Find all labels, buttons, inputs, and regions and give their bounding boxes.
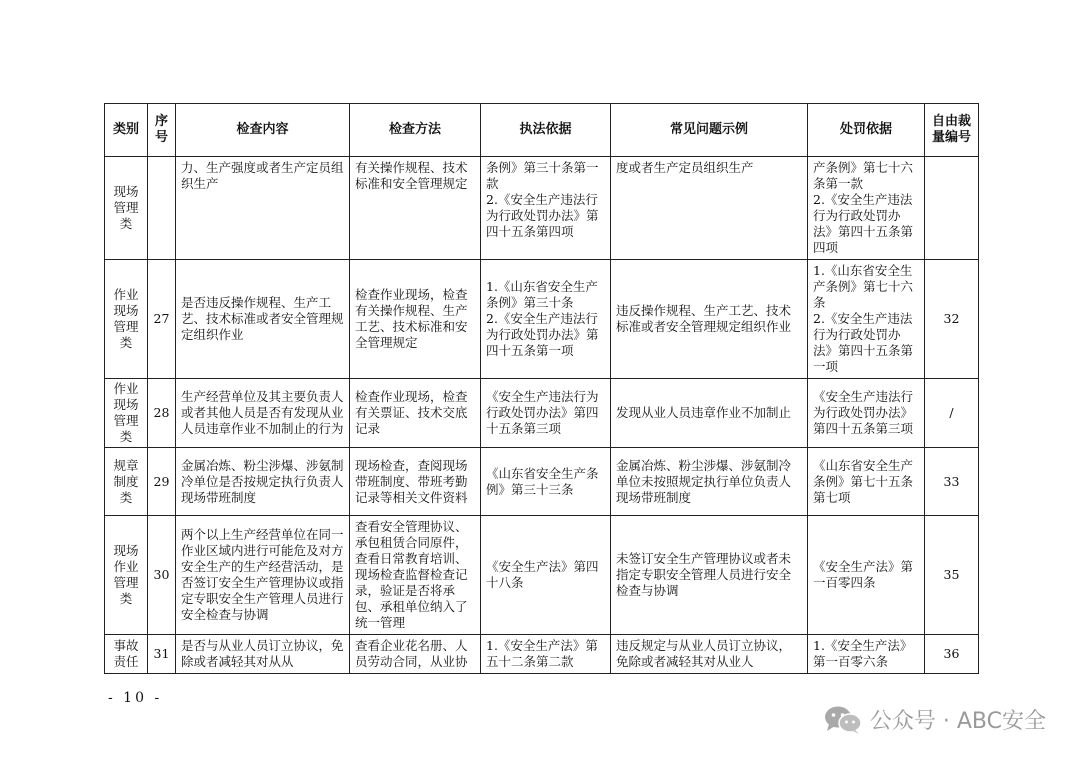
inspection-table: [104, 103, 979, 674]
cell-method: 查看安全管理协议、承包租赁合同原件，查看日常教育培训、现场检查监督检查记录，验证是否将承包、承租单位纳入了统一管理: [350, 516, 481, 635]
cell-category: 规章制度类: [105, 448, 148, 516]
cell-problem: 度或者生产定员组织生产: [611, 157, 808, 260]
cell-content: 是否违反操作规程、生产工艺、技术标准或者安全管理规定组织作业: [176, 260, 350, 379]
cell-method: 有关操作规程、技术标准和安全管理规定: [350, 157, 481, 260]
table-row: [105, 635, 979, 674]
header-method: 检查方法: [350, 104, 481, 157]
cell-penalty: 《安全生产法》第一百零四条: [808, 516, 925, 635]
cell-penalty: 《山东省安全生产条例》第七十五条第七项: [808, 448, 925, 516]
cell-seq: 31: [148, 635, 176, 674]
header-content: 检查内容: [176, 104, 350, 157]
table-row: [105, 448, 979, 516]
table-row: [105, 516, 979, 635]
cell-code: 33: [925, 448, 979, 516]
cell-basis: 《山东省安全生产条例》第三十三条: [481, 448, 611, 516]
cell-basis: 《安全生产法》第四十八条: [481, 516, 611, 635]
cell-problem: 金属冶炼、粉尘涉爆、涉氨制冷单位未按照规定执行单位负责人现场带班制度: [611, 448, 808, 516]
cell-penalty: 1.《山东省安全生产条例》第七十六条 2.《安全生产违法行为行政处罚办法》第四十五条第一项: [808, 260, 925, 379]
cell-basis: 1.《安全生产法》第五十二条第二款: [481, 635, 611, 674]
cell-penalty: 产条例》第七十六条第一款 2.《安全生产违法行为行政处罚办法》第四十五条第四项: [808, 157, 925, 260]
cell-content: 力、生产强度或者生产定员组织生产: [176, 157, 350, 260]
cell-code: [925, 157, 979, 260]
cell-code: 36: [925, 635, 979, 674]
cell-seq: 28: [148, 379, 176, 448]
table-header-row: [105, 104, 979, 157]
header-seq: 序号: [148, 104, 176, 157]
cell-code: /: [925, 379, 979, 448]
header-code: 自由裁量编号: [925, 104, 979, 157]
table-row: [105, 379, 979, 448]
cell-basis: 条例》第三十条第一款 2.《安全生产违法行为行政处罚办法》第四十五条第四项: [481, 157, 611, 260]
cell-code: 32: [925, 260, 979, 379]
cell-seq: 27: [148, 260, 176, 379]
cell-seq: 30: [148, 516, 176, 635]
cell-method: 检查作业现场，检查有关操作规程、生产工艺、技术标准和安全管理规定: [350, 260, 481, 379]
cell-category: 作业现场管理类: [105, 260, 148, 379]
cell-content: 是否与从业人员订立协议，免除或者减轻其对从从: [176, 635, 350, 674]
cell-method: 现场检查，查阅现场带班制度、带班考勤记录等相关文件资料: [350, 448, 481, 516]
header-penalty: 处罚依据: [808, 104, 925, 157]
table-row: [105, 157, 979, 260]
header-basis: 执法依据: [481, 104, 611, 157]
cell-penalty: 《安全生产违法行为行政处罚办法》第四十五条第三项: [808, 379, 925, 448]
cell-problem: 未签订安全生产管理协议或者未指定专职安全管理人员进行安全检查与协调: [611, 516, 808, 635]
cell-category: 现场作业管理类: [105, 516, 148, 635]
cell-content: 金属冶炼、粉尘涉爆、涉氨制冷单位是否按规定执行负责人现场带班制度: [176, 448, 350, 516]
cell-category: 作业现场管理类: [105, 379, 148, 448]
cell-code: 35: [925, 516, 979, 635]
watermark: [824, 704, 1046, 735]
table-row: [105, 260, 979, 379]
cell-content: 两个以上生产经营单位在同一作业区域内进行可能危及对方安全生产的生产经营活动，是否签订安全生产管理协议或指定专职安全生产管理人员进行安全检查与协调: [176, 516, 350, 635]
cell-penalty: 1.《安全生产法》第一百零六条: [808, 635, 925, 674]
cell-seq: [148, 157, 176, 260]
chat-bubbles-icon: [824, 705, 862, 735]
cell-method: 查看企业花名册、人员劳动合同，从业协: [350, 635, 481, 674]
cell-method: 检查作业现场，检查有关票证、技术交底记录: [350, 379, 481, 448]
cell-category: 事故责任: [105, 635, 148, 674]
cell-problem: 发现从业人员违章作业不加制止: [611, 379, 808, 448]
header-problem: 常见问题示例: [611, 104, 808, 157]
cell-category: 现场管理类: [105, 157, 148, 260]
cell-problem: 违反规定与从业人员订立协议，免除或者减轻其对从业人: [611, 635, 808, 674]
cell-basis: 《安全生产违法行为行政处罚办法》第四十五条第三项: [481, 379, 611, 448]
cell-seq: 29: [148, 448, 176, 516]
cell-problem: 违反操作规程、生产工艺、技术标准或者安全管理规定组织作业: [611, 260, 808, 379]
cell-content: 生产经营单位及其主要负责人或者其他人员是否有发现从业人员违章作业不加制止的行为: [176, 379, 350, 448]
table-body: [105, 157, 979, 674]
header-category: 类别: [105, 104, 148, 157]
cell-basis: 1.《山东省安全生产条例》第三十条 2.《安全生产违法行为行政处罚办法》第四十五条第一项: [481, 260, 611, 379]
page-number: - 10 -: [108, 690, 163, 706]
watermark-text: 公众号 · ABC安全: [869, 709, 1046, 734]
